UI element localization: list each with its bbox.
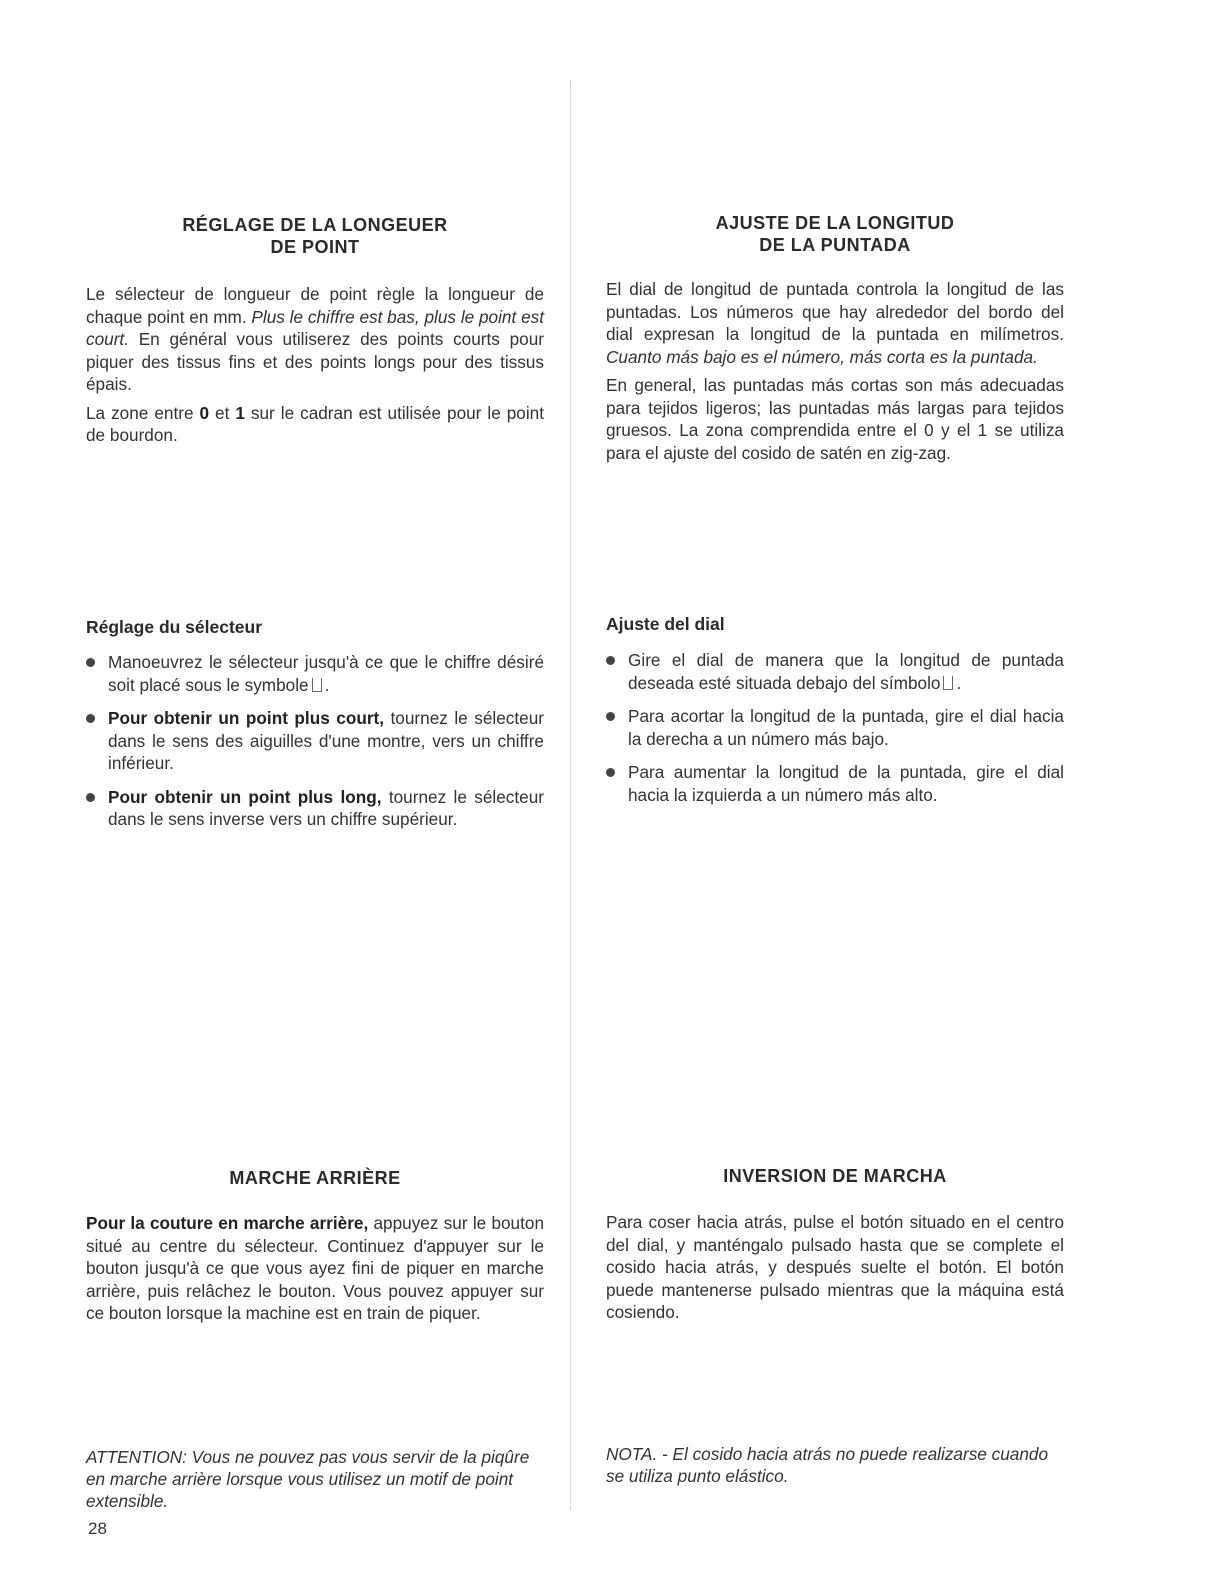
intro-paragraph <box>86 283 544 396</box>
zone-value-1: 1 <box>235 402 245 423</box>
dial-setting-subheading-fr: Réglage du sélecteur <box>86 617 263 637</box>
bullet-icon <box>606 712 615 721</box>
stitch-symbol-icon <box>943 676 953 690</box>
bullet-icon <box>86 658 95 667</box>
page-number: 28 <box>88 1519 107 1538</box>
stitch-length-heading-es <box>606 212 1064 256</box>
list-item: Gire el dial de manera que la longitud de puntada deseada esté situada debajo del símbolo . <box>606 649 1064 694</box>
reverse-rest: appuyez sur le bouton situé au centre du sélecteur. Continuez d'appuyer sur le bouton jusqu'à ce que vous ayez fini de piquer en marche arrière, puis relâchez le bouton. Vous pouvez appuyer sur ce bouton lorsque la machine est en train de piquer. <box>86 1213 545 1323</box>
intro-italic: Plus le chiffre est bas, plus le point est court. <box>86 306 545 349</box>
stitch-symbol-icon <box>312 678 322 692</box>
heading-line-1: MARCHE ARRIÈRE <box>229 1168 401 1188</box>
intro-text-end: En général vous utiliserez des points courts pour piquer des tissus fins et des points longs pour des tissus épais. <box>86 329 544 394</box>
stitch-length-text-es <box>606 278 1064 464</box>
reverse-heading-es <box>606 1165 1064 1187</box>
bullet-icon <box>86 714 95 723</box>
note-es: NOTA. - El cosido hacia atrás no puede realizarse cuando se utiliza punto elástico. <box>606 1444 1049 1486</box>
reverse-bold: Pour la couture en marche arrière, <box>86 1213 369 1233</box>
heading-line-2: DE LA PUNTADA <box>759 235 911 255</box>
intro-text: El dial de longitud de puntada controla la longitud de las puntadas. Los números que hay alrededor del bordo del dial expresan la longitud de la puntada en milímetros. <box>606 279 1064 344</box>
intro-paragraph <box>606 278 1064 368</box>
list-item: Manoeuvrez le sélecteur jusqu'à ce que le chiffre désiré soit placé sous le symbole . <box>86 651 544 696</box>
zone-text: La zone entre <box>86 402 200 423</box>
list-item: Pour obtenir un point plus long, tournez le sélecteur dans le sens inverse vers un chiffre supérieur. <box>86 786 544 831</box>
heading-line-1: INVERSION DE MARCHA <box>723 1166 947 1186</box>
heading-line-1: RÉGLAGE DE LA LONGEUER <box>182 215 448 235</box>
general-paragraph: En general, las puntadas más cortas son más adecuadas para tejidos ligeros; las puntadas más largas para tejidos gruesos. La zona comprendida entre el 0 y el 1 se utiliza para el ajuste del cosido de satén en zig-zag. <box>606 375 1064 463</box>
list-item: Pour obtenir un point plus court, tournez le sélecteur dans le sens des aiguilles d'une montre, vers un chiffre inférieur. <box>86 707 544 775</box>
dial-setting-subheading-es: Ajuste del dial <box>606 614 725 634</box>
heading-line-1: AJUSTE DE LA LONGITUD <box>715 213 955 233</box>
dial-setting-list-fr <box>86 651 544 842</box>
bullet-icon <box>606 656 615 665</box>
zone-value-0: 0 <box>199 402 210 423</box>
bullet-icon <box>86 793 95 802</box>
attention-note-fr: ATTENTION: Vous ne pouvez pas vous servir de la piqûre en marche arrière lorsque vous utilisez un motif de point extensible. <box>86 1447 530 1511</box>
list-item: Para acortar la longitud de la puntada, gire el dial hacia la derecha a un número más bajo. <box>606 705 1064 750</box>
zone-text-and: et <box>209 402 236 423</box>
intro-italic: Cuanto más bajo es el número, más corta es la puntada. <box>606 346 1038 367</box>
reverse-text-fr <box>86 1212 544 1325</box>
dial-setting-list-es <box>606 649 1064 817</box>
intro-text: Le sélecteur de longueur de point règle la longueur de chaque point en mm. <box>86 284 544 327</box>
zone-text-end: sur le cadran est utilisée pour le point de bourdon. <box>86 402 545 445</box>
stitch-length-heading-fr <box>86 214 544 258</box>
zone-paragraph <box>86 402 544 447</box>
bullet-icon <box>606 768 615 777</box>
list-item: Para aumentar la longitud de la puntada, gire el dial hacia la izquierda a un número más alto. <box>606 761 1064 806</box>
reverse-heading-fr <box>86 1167 544 1189</box>
reverse-text-es: Para coser hacia atrás, pulse el botón situado en el centro del dial, y manténgalo pulsado hasta que se complete el cosido hacia atrás, y después suelte el botón. El botón puede mantenerse pulsado mientras que la máquina está cosiendo. <box>606 1212 1064 1322</box>
heading-line-2: DE POINT <box>270 237 360 257</box>
stitch-length-text-fr <box>86 283 544 447</box>
column-divider <box>570 80 571 1510</box>
